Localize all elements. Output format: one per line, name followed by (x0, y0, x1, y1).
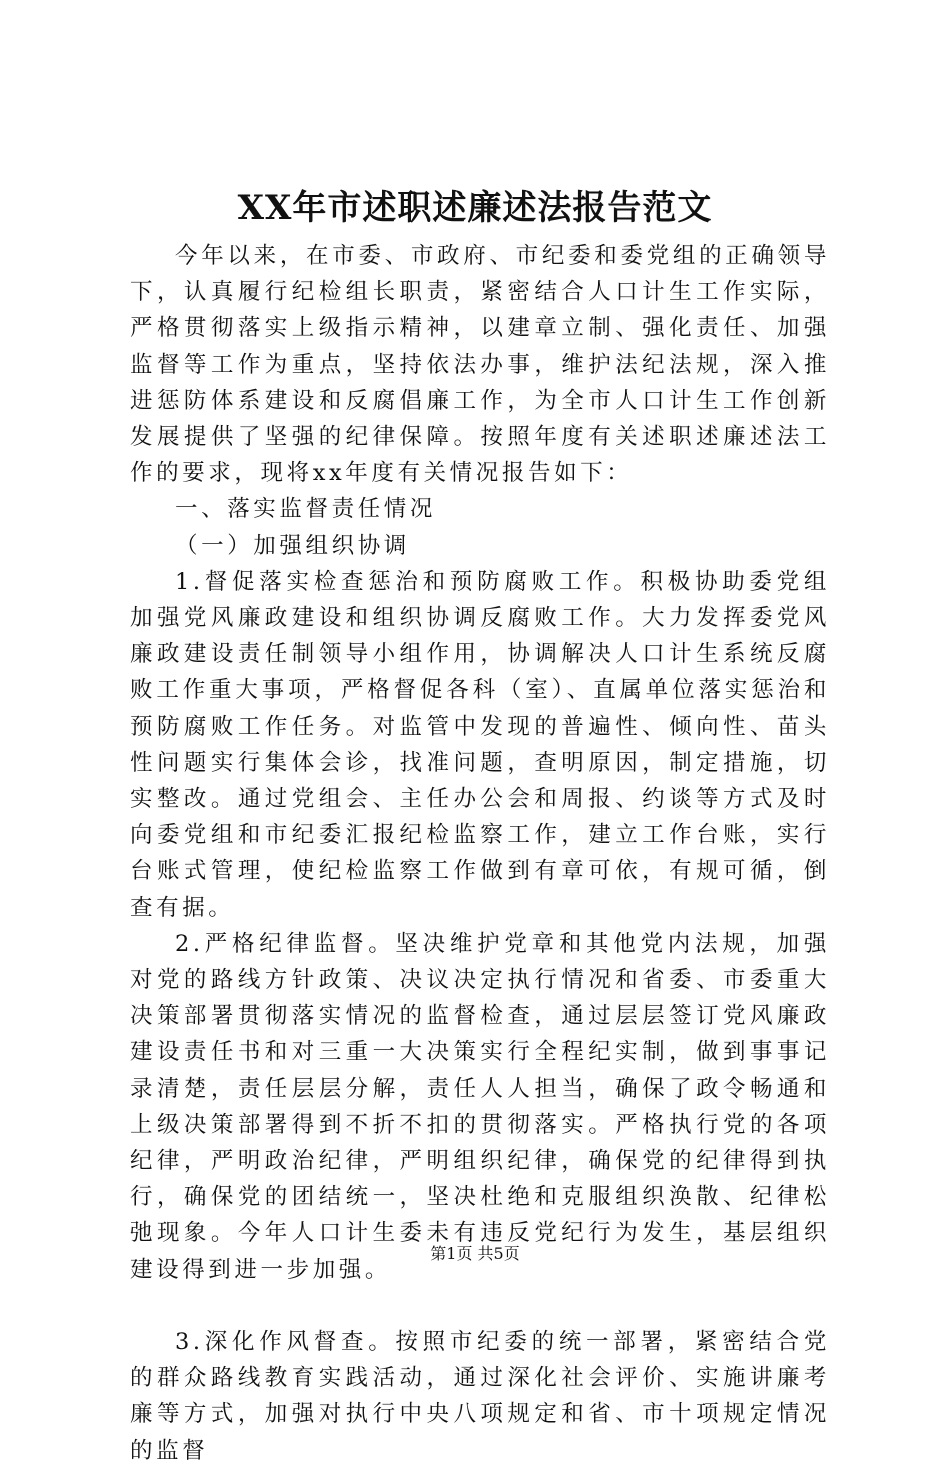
section-heading: 一、落实监督责任情况 (175, 496, 437, 523)
page-title: XX年市述职述廉述法报告范文 (237, 188, 713, 228)
subsection-heading: （一）加强组织协调 (175, 532, 410, 559)
paragraph-item-1: 1.督促落实检查惩治和预防腐败工作。积极协助委党组加强党风廉政建设和组织协调反腐败工作。大力发挥委党风廉政建设责任制领导小组作用，协调解决人口计生系统反腐败工作重大事项，严格督促各科（室）、直属单位落实惩治和预防腐败工作任务。对监管中发现的普遍性、倾向性、苗头性问题实行集体会诊，找准问题，查明原因，制定措施，切实整改。通过党组会、主任办公会和周报、约谈等方式及时向委党组和市纪委汇报纪检监察工作，建立工作台账，实行台账式管理，使纪检监察工作做到有章可依，有规可循，倒查有据。 (130, 568, 830, 921)
paragraph-item-2: 2.严格纪律监督。坚决维护党章和其他党内法规，加强对党的路线方针政策、决议决定执行情况和省委、市委重大决策部署贯彻落实情况的监督检查，通过层层签订党风廉政建设责任书和对三重一大决策实行全程纪实制，做到事事记录清楚，责任层层分解，责任人人担当，确保了政令畅通和上级决策部署得到不折不扣的贯彻落实。严格执行党的各项纪律，严明政治纪律，严明组织纪律，确保党的纪律得到执行，确保党的团结统一，坚决杜绝和克服组织涣散、纪律松弛现象。今年人口计生委未有违反党纪行为发生，基层组织建设得到进一步加强。 (130, 930, 830, 1283)
document-body (130, 238, 830, 1469)
paragraph-item-3: 3.深化作风督查。按照市纪委的统一部署，紧密结合党的群众路线教育实践活动，通过深化社会评价、实施讲廉考廉等方式，加强对执行中央八项规定和省、市十项规定情况的监督 (130, 1328, 830, 1464)
page-footer: 第1页 共5页 (430, 1244, 520, 1263)
paragraph-intro: 今年以来，在市委、市政府、市纪委和委党组的正确领导下，认真履行纪检组长职责，紧密结合人口计生工作实际，严格贯彻落实上级指示精神，以建章立制、强化责任、加强监督等工作为重点，坚持依法办事，维护法纪法规，深入推进惩防体系建设和反腐倡廉工作，为全市人口计生工作创新发展提供了坚强的纪律保障。按照年度有关述职述廉述法工作的要求，现将xx年度有关情况报告如下： (130, 243, 830, 487)
